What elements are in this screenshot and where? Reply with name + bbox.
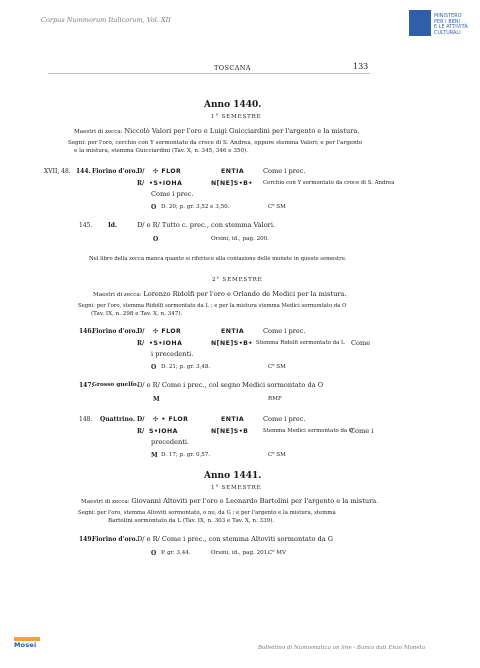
mosei-logo: Mosei bbox=[14, 637, 40, 651]
entry-number: 144. bbox=[76, 168, 91, 175]
coin-metadata: D. 21; p. gr. 3,48. bbox=[161, 364, 211, 370]
coin-name: Grosso guelfo. bbox=[92, 382, 139, 388]
coin-metadata: Orsini, id., pag. 200. bbox=[211, 236, 270, 242]
coin-name: Fiorino d'oro. bbox=[92, 536, 138, 543]
entry-number: 147. bbox=[79, 382, 94, 389]
coin-name: Id. bbox=[108, 222, 118, 229]
marks-line-1: Segni: per l'oro, cerchio con Y sormontato da croce di S. Andrea, oppure stemma Valori; e per l'argento bbox=[68, 140, 363, 146]
coin-description: D/ e R/ Come i prec., col segno Medici sormontato da O bbox=[137, 381, 324, 389]
entry-number: 145. bbox=[79, 222, 93, 229]
year-heading-1440: Anno 1440. bbox=[204, 100, 262, 110]
semester-heading: 1° SEMESTRE bbox=[211, 485, 262, 491]
coin-description: D/ e R/ Tutto c. prec., con stemma Valori. bbox=[137, 221, 276, 229]
semester-heading: 1° SEMESTRE bbox=[211, 114, 262, 120]
reverse-description-cont: Come i bbox=[350, 427, 374, 435]
obverse-description: Come i prec. bbox=[263, 415, 306, 423]
coin-name: Fiorino d'oro. bbox=[92, 168, 138, 175]
obverse-legend: ✣ FLOR bbox=[153, 168, 182, 175]
entry-number: 149. bbox=[79, 536, 94, 543]
semester-note: Nel libro della zecca manca quanto si riferisce alla coniazione delle monete in questo semestre. bbox=[89, 256, 347, 262]
coin-source: Orsini, id., pag. 201. bbox=[211, 550, 270, 556]
plate-reference: XVII, 48. bbox=[44, 168, 71, 175]
ministry-logo bbox=[409, 10, 469, 48]
reverse-legend: •S•IOHA bbox=[149, 340, 183, 347]
coin-name: Fiorino d'oro. bbox=[92, 328, 138, 335]
footer-journal: Bollettino di Numismatica on line - Banca dati Enzo Moneta bbox=[258, 645, 426, 651]
reverse-legend: S•IOHA bbox=[149, 428, 178, 435]
obverse-symbol: D/ bbox=[137, 328, 145, 335]
page-number: 133 bbox=[353, 62, 369, 71]
coin-description: D/ e R/ Come i prec., con stemma Altoviti sormontato da G bbox=[137, 535, 334, 543]
reverse-legend: •S•IOHA bbox=[149, 180, 183, 187]
metal-mark: O bbox=[151, 364, 157, 371]
reverse-description: Stemma Ridolfi sormontato da L bbox=[256, 340, 345, 346]
semester-heading: 2° SEMESTRE bbox=[212, 277, 263, 283]
reverse-symbol: R/ bbox=[137, 180, 145, 187]
collection-ref: C⁸ MV bbox=[268, 550, 287, 556]
series-title: Corpus Nummorum Italicorum, Vol. XII bbox=[41, 16, 171, 24]
collection-ref: RMF bbox=[268, 396, 282, 402]
marks-line-2: Bartolini sormontato da L (Tav. IX, n. 303 e Tav. X, n. 339). bbox=[108, 518, 275, 524]
reverse-description-2: precedenti. bbox=[151, 438, 190, 446]
obverse-description: Come i prec. bbox=[263, 327, 306, 335]
obverse-legend: ✣ • FLOR bbox=[153, 416, 189, 423]
reverse-legend-2: N[NE]S•B• bbox=[211, 340, 253, 347]
ministry-emblem-icon bbox=[409, 10, 431, 36]
metal-mark: M bbox=[151, 452, 158, 459]
obverse-description: Come i prec. bbox=[263, 167, 306, 175]
reverse-symbol: R/ bbox=[137, 340, 145, 347]
collection-ref: C⁸ SM bbox=[268, 204, 286, 210]
obverse-legend: ✣ FLOR bbox=[153, 328, 182, 335]
collection-ref: C⁸ SM bbox=[268, 364, 286, 370]
obverse-symbol: D/ bbox=[137, 168, 145, 175]
reverse-symbol: R/ bbox=[137, 428, 145, 435]
reverse-legend-2: N[NE]S•B• bbox=[211, 180, 253, 187]
obverse-legend-2: ENTIA bbox=[221, 168, 245, 175]
mint-masters: Maestri di zecca: Niccolò Valori per l'oro e Luigi Guicciardini per l'argento e la mistura. bbox=[74, 127, 360, 135]
coin-metadata: D. 20; p. gr. 3,52 e 3,50. bbox=[161, 204, 230, 210]
reverse-description: Stemma Medici sormontato da O bbox=[263, 428, 354, 434]
entry-number: 146. bbox=[79, 328, 94, 335]
coin-metadata: P. gr. 3,44. bbox=[161, 550, 191, 556]
entry-number: 148. bbox=[79, 416, 93, 423]
marks-line-2: (Tav. IX, n. 298 e Tav. X, n. 347). bbox=[91, 311, 183, 317]
obverse-legend-2: ENTIA bbox=[221, 416, 245, 423]
reverse-description-2: i precedenti. bbox=[151, 350, 194, 358]
marks-line-2: e la mistura, stemma Guicciardini (Tav. X, n. 345, 346 e 350). bbox=[74, 148, 248, 154]
year-heading-1441: Anno 1441. bbox=[204, 471, 262, 481]
reverse-description-cont: Come bbox=[351, 339, 371, 347]
metal-mark: O bbox=[151, 550, 157, 557]
obverse-legend-2: ENTIA bbox=[221, 328, 245, 335]
coin-name: Quattrino. bbox=[100, 416, 135, 423]
collection-ref: C⁸ SM bbox=[268, 452, 286, 458]
obverse-symbol: D/ bbox=[137, 416, 145, 423]
ministry-logo-text: MINISTERO PER I BENI E LE ATTIVITÀ CULTURALI bbox=[434, 14, 468, 36]
coin-metadata: D. 17; p. gr. 0,57. bbox=[161, 452, 211, 458]
mint-masters: Maestri di zecca: Giovanni Altoviti per l'oro e Leonardo Bartolini per l'argento e la mistura. bbox=[81, 497, 379, 505]
running-head: TOSCANA bbox=[214, 64, 251, 72]
reverse-description-2: Come i prec. bbox=[151, 190, 194, 198]
reverse-description: Cerchio con Y sormontato da croce di S. Andrea bbox=[263, 180, 395, 186]
mint-masters: Maestri di zecca: Lorenzo Ridolfi per l'oro e Orlando de Medici per la mistura. bbox=[93, 290, 347, 298]
reverse-legend-2: N[NE]S•B bbox=[211, 428, 249, 435]
marks-line-1: Segni: per l'oro, stemma Ridolfi sormontato da L ; e per la mistura stemma Medici sormontato da O bbox=[78, 303, 347, 309]
metal-mark: O bbox=[153, 236, 159, 243]
metal-mark: O bbox=[151, 204, 157, 211]
marks-line-1: Segni: per l'oro, stemma Altoviti sormontato, o no, da G ; e per l'argento e la mistura, stemma bbox=[78, 510, 336, 516]
metal-mark: M bbox=[153, 396, 160, 403]
header-divider bbox=[48, 73, 370, 74]
